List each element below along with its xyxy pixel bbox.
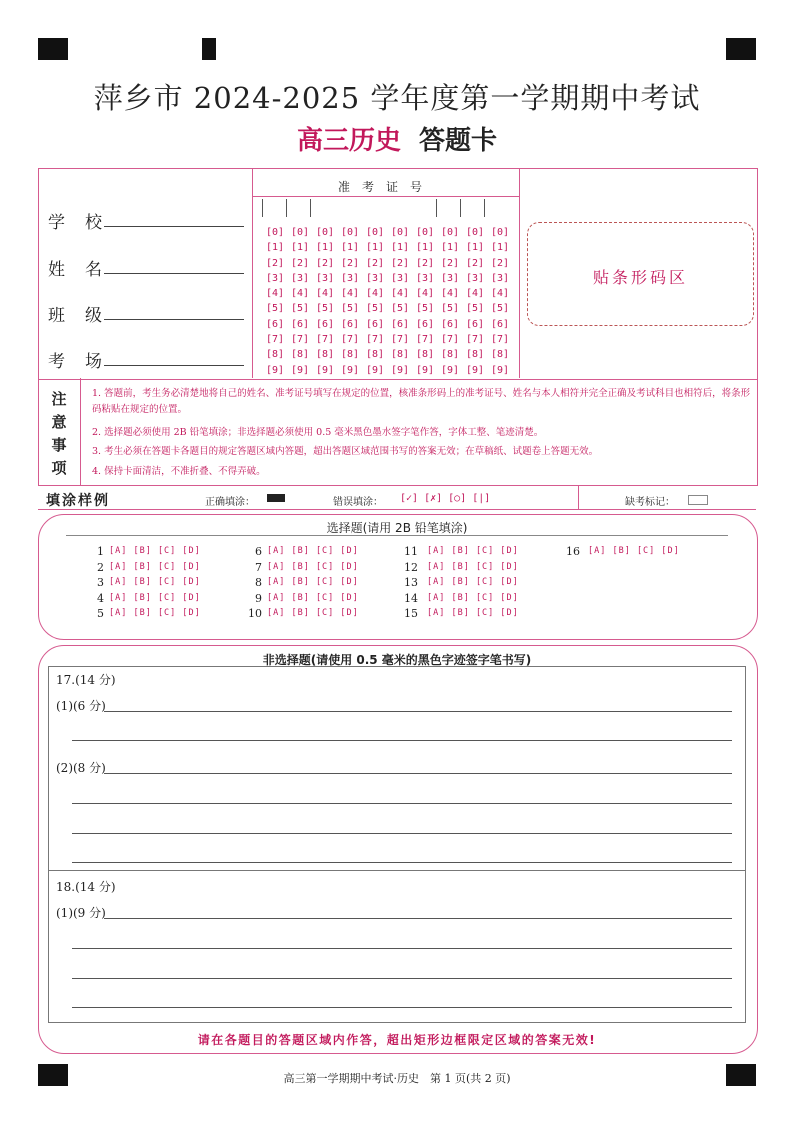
choice-question-number: 8: [255, 576, 262, 589]
answer-line[interactable]: [72, 862, 732, 863]
exam-id-digit-column: [291, 225, 309, 378]
exam-id-digit-bubble[interactable]: [8]: [316, 349, 335, 361]
info-divider-right: [519, 168, 520, 378]
exam-id-digit-bubble[interactable]: [7]: [316, 334, 335, 346]
exam-id-digit-bubble[interactable]: [3]: [341, 272, 360, 284]
q17-part1-label: (1)(6 分): [56, 699, 106, 713]
exam-id-digit-bubble[interactable]: [9]: [291, 364, 310, 376]
exam-id-digit-bubble[interactable]: [4]: [366, 288, 385, 300]
exam-id-digit-bubble[interactable]: [5]: [491, 303, 510, 315]
exam-id-digit-bubble[interactable]: [6]: [366, 318, 385, 330]
card-title: 答题卡: [419, 126, 498, 156]
sample-divider: [578, 485, 579, 509]
exam-id-digit-bubble[interactable]: [5]: [416, 303, 435, 315]
choice-option-bubbles[interactable]: [A] [B] [C] [D]: [267, 577, 359, 587]
choice-title-rule: [66, 535, 728, 536]
wrong-fill-marks: [✓] [✗] [○] [|]: [400, 493, 491, 504]
exam-id-digit-bubble[interactable]: [0]: [316, 227, 335, 238]
exam-id-tick: [286, 199, 287, 217]
exam-id-digit-column: [391, 225, 409, 378]
choice-option-bubbles[interactable]: [A] [B] [C] [D]: [267, 608, 359, 618]
exam-id-digit-bubble[interactable]: [2]: [366, 257, 385, 269]
exam-id-digit-bubble[interactable]: [7]: [366, 334, 385, 346]
notice-heading-char: 项: [51, 459, 67, 477]
exam-id-digit-bubble[interactable]: [5]: [316, 303, 335, 315]
exam-id-digit-bubble[interactable]: [7]: [391, 334, 410, 346]
exam-id-digit-bubble[interactable]: [4]: [491, 288, 510, 300]
class-label: 班级: [48, 306, 122, 326]
registration-mark-top-right: [726, 38, 756, 60]
exam-id-digit-bubble[interactable]: [4]: [316, 288, 335, 300]
choice-question-number: 13: [404, 576, 418, 589]
exam-id-digit-bubble[interactable]: [6]: [266, 318, 285, 330]
exam-id-digit-bubble[interactable]: [4]: [341, 288, 360, 300]
exam-id-digit-bubble[interactable]: [9]: [266, 364, 285, 376]
exam-id-digit-bubble[interactable]: [7]: [341, 334, 360, 346]
exam-id-digit-bubble[interactable]: [2]: [391, 257, 410, 269]
notice-item: 3. 考生必须在答题卡各题目的规定答题区域内答题，超出答题区域范围书写的答案无效；在草稿纸、试题卷上答题无效。: [92, 446, 599, 457]
answer-area-box: [48, 666, 746, 1023]
correct-fill-label: 正确填涂：: [205, 497, 255, 508]
choice-option-bubbles[interactable]: [A] [B] [C] [D]: [109, 592, 201, 603]
answer-line[interactable]: [72, 1007, 732, 1008]
exam-id-digit-bubble[interactable]: [7]: [291, 334, 310, 346]
exam-id-digit-bubble[interactable]: [2]: [441, 257, 460, 269]
room-label: 考场: [48, 352, 122, 372]
exam-id-digit-bubble[interactable]: [5]: [391, 303, 410, 315]
exam-id-digit-bubble[interactable]: [2]: [466, 257, 485, 269]
exam-id-digit-bubble[interactable]: [3]: [391, 272, 410, 284]
choice-question-number: 9: [255, 591, 262, 605]
exam-id-digit-bubble[interactable]: [7]: [491, 334, 510, 346]
registration-mark-top-center: [202, 38, 216, 60]
notice-heading-char: 注: [51, 390, 67, 408]
exam-id-digit-bubble[interactable]: [2]: [416, 257, 435, 269]
choice-question-number: 6: [255, 545, 262, 558]
sample-label: 填涂样例: [46, 493, 110, 509]
choice-option-bubbles[interactable]: [A] [B] [C] [D]: [427, 592, 519, 603]
exam-id-digit-bubble[interactable]: [3]: [316, 272, 335, 284]
choice-question-number: 4: [97, 591, 104, 605]
absent-box[interactable]: [688, 495, 708, 505]
exam-id-digit-bubble[interactable]: [1]: [366, 242, 385, 254]
exam-id-digit-bubble[interactable]: [5]: [266, 303, 285, 315]
exam-id-digit-bubble[interactable]: [1]: [341, 242, 360, 254]
exam-id-digit-bubble[interactable]: [2]: [291, 257, 310, 269]
exam-id-tick: [262, 199, 263, 217]
exam-id-digit-bubble[interactable]: [0]: [366, 227, 385, 238]
answer-line[interactable]: [72, 833, 732, 834]
exam-id-tick: [484, 199, 485, 217]
exam-id-digit-bubble[interactable]: [8]: [291, 349, 310, 361]
exam-id-digit-bubble[interactable]: [6]: [466, 318, 485, 330]
exam-id-digit-bubble[interactable]: [0]: [341, 227, 360, 238]
exam-id-digit-bubble[interactable]: [3]: [491, 272, 510, 284]
name-field[interactable]: [104, 273, 244, 274]
exam-id-digit-bubble[interactable]: [6]: [341, 318, 360, 330]
exam-id-digit-bubble[interactable]: [6]: [291, 318, 310, 330]
exam-id-digit-bubble[interactable]: [0]: [491, 227, 510, 238]
answer-line[interactable]: [72, 978, 732, 979]
answer-line[interactable]: [104, 918, 732, 919]
exam-id-digit-bubble[interactable]: [1]: [416, 242, 435, 254]
exam-id-digit-bubble[interactable]: [0]: [466, 227, 485, 238]
exam-id-digit-bubble[interactable]: [5]: [366, 303, 385, 315]
answer-line[interactable]: [104, 773, 732, 774]
answer-line[interactable]: [72, 803, 732, 804]
exam-id-digit-bubble[interactable]: [8]: [266, 349, 285, 361]
exam-id-digit-column: [466, 225, 484, 378]
answer-area-warning: 请在各题目的答题区域内作答，超出矩形边框限定区域的答案无效!: [197, 1033, 597, 1047]
choice-option-bubbles[interactable]: [A] [B] [C] [D]: [109, 561, 201, 572]
page-subtitle: [0, 120, 794, 157]
exam-id-digit-bubble[interactable]: [1]: [266, 242, 285, 254]
exam-id-digit-bubble[interactable]: [2]: [491, 257, 510, 269]
exam-id-digit-bubble[interactable]: [4]: [391, 288, 410, 300]
name-label: 姓名: [48, 260, 122, 280]
notice-heading-char: 事: [51, 436, 67, 454]
exam-id-digit-bubble[interactable]: [1]: [291, 242, 310, 254]
exam-id-digit-bubble[interactable]: [1]: [391, 242, 410, 254]
choice-question-number: 15: [404, 607, 418, 620]
choice-question-number: 11: [404, 545, 418, 558]
exam-id-digit-bubble[interactable]: [9]: [416, 364, 435, 376]
registration-mark-top-left: [38, 38, 68, 60]
exam-id-digit-bubble[interactable]: [7]: [466, 334, 485, 346]
exam-id-digit-bubble[interactable]: [5]: [466, 303, 485, 315]
choice-question-number: 3: [97, 576, 104, 589]
exam-id-tick: [310, 199, 311, 217]
exam-id-digit-bubble[interactable]: [2]: [266, 257, 285, 269]
exam-id-digit-bubble[interactable]: [0]: [441, 227, 460, 238]
exam-id-digit-bubble[interactable]: [0]: [391, 227, 410, 238]
notice-heading-char: 意: [51, 413, 67, 431]
exam-id-digit-bubble[interactable]: [8]: [466, 349, 485, 361]
choice-question-number: 7: [255, 560, 262, 574]
exam-id-digit-bubble[interactable]: [7]: [266, 334, 285, 346]
exam-id-digit-bubble[interactable]: [8]: [441, 349, 460, 361]
exam-id-digit-bubble[interactable]: [0]: [291, 227, 310, 238]
exam-id-digit-bubble[interactable]: [9]: [341, 364, 360, 376]
exam-id-digit-bubble[interactable]: [9]: [391, 364, 410, 376]
q18-part1-label: (1)(9 分): [56, 906, 106, 920]
exam-id-digit-bubble[interactable]: [6]: [441, 318, 460, 330]
exam-id-digit-bubble[interactable]: [4]: [441, 288, 460, 300]
exam-id-title: 准考证号: [337, 180, 434, 194]
choice-option-bubbles[interactable]: [A] [B] [C] [D]: [588, 546, 680, 556]
exam-id-digit-bubble[interactable]: [1]: [466, 242, 485, 254]
nonchoice-section-title: 非选择题(请使用 0.5 毫米的黑色字迹签字笔书写): [262, 653, 532, 667]
wrong-fill-label: 错误填涂：: [333, 497, 383, 508]
exam-id-digit-bubble[interactable]: [9]: [491, 364, 510, 376]
choice-option-bubbles[interactable]: [A] [B] [C] [D]: [427, 561, 519, 572]
choice-option-bubbles[interactable]: [A] [B] [C] [D]: [267, 592, 359, 603]
exam-id-digit-bubble[interactable]: [3]: [416, 272, 435, 284]
notice-item: 4. 保持卡面清洁，不准折叠、不得弄破。: [92, 466, 266, 477]
exam-id-digit-bubble[interactable]: [3]: [366, 272, 385, 284]
exam-id-tick: [460, 199, 461, 217]
correct-fill-mark: [267, 494, 285, 502]
choice-question-number: 16: [566, 545, 580, 558]
exam-id-digit-column: [266, 225, 284, 378]
exam-id-digit-column: [416, 225, 434, 378]
choice-option-bubbles[interactable]: [A] [B] [C] [D]: [427, 577, 519, 587]
exam-id-digit-column: [441, 225, 459, 378]
choice-question-number: 2: [97, 560, 104, 574]
exam-id-digit-bubble[interactable]: [9]: [366, 364, 385, 376]
exam-id-digit-column: [341, 225, 359, 378]
exam-id-digit-bubble[interactable]: [2]: [341, 257, 360, 269]
barcode-label: 贴条形码区: [592, 268, 688, 287]
exam-id-digit-bubble[interactable]: [6]: [391, 318, 410, 330]
q17-q18-divider: [48, 870, 745, 871]
exam-id-digit-column: [491, 225, 509, 378]
exam-id-title-divider: [252, 196, 519, 197]
choice-section-title: 选择题(请用 2B 铅笔填涂): [326, 521, 468, 535]
exam-id-digit-bubble[interactable]: [8]: [416, 349, 435, 361]
page-footer: 高三第一学期期中考试·历史 第 1 页(共 2 页): [283, 1072, 511, 1085]
exam-id-digit-bubble[interactable]: [8]: [391, 349, 410, 361]
page-title: 萍乡市 2024-2025 学年度第一学期期中考试: [93, 81, 701, 115]
exam-id-digit-bubble[interactable]: [8]: [366, 349, 385, 361]
school-label: 学校: [48, 213, 122, 233]
q18-heading: 18.(14 分): [56, 880, 116, 894]
exam-id-digit-bubble[interactable]: [3]: [441, 272, 460, 284]
exam-id-digit-bubble[interactable]: [9]: [466, 364, 485, 376]
choice-option-bubbles[interactable]: [A] [B] [C] [D]: [109, 577, 201, 587]
q17-part2-label: (2)(8 分): [56, 761, 106, 775]
exam-id-digit-bubble[interactable]: [6]: [416, 318, 435, 330]
choice-question-number: 1: [97, 545, 104, 558]
exam-id-digit-bubble[interactable]: [3]: [291, 272, 310, 284]
exam-id-tick: [436, 199, 437, 217]
exam-id-digit-column: [316, 225, 334, 378]
answer-line[interactable]: [104, 711, 732, 712]
exam-id-digit-bubble[interactable]: [1]: [316, 242, 335, 254]
exam-id-digit-bubble[interactable]: [4]: [291, 288, 310, 300]
exam-id-digit-bubble[interactable]: [6]: [491, 318, 510, 330]
choice-option-bubbles[interactable]: [A] [B] [C] [D]: [427, 546, 519, 556]
exam-id-digit-bubble[interactable]: [4]: [416, 288, 435, 300]
exam-id-digit-bubble[interactable]: [5]: [291, 303, 310, 315]
notice-item: 1. 答题前，考生务必清楚地将自己的姓名、准考证号填写在规定的位置，核准条形码上的准考证号、姓名与本人相符并完全正确及考试科目也相符后，将条形码粘贴在规定的位置。: [92, 388, 751, 415]
choice-option-bubbles[interactable]: [A] [B] [C] [D]: [109, 546, 201, 556]
choice-question-number: 12: [404, 560, 418, 574]
class-field[interactable]: [104, 319, 244, 320]
exam-id-digit-bubble[interactable]: [7]: [416, 334, 435, 346]
exam-id-digit-bubble[interactable]: [1]: [441, 242, 460, 254]
exam-id-digit-bubble[interactable]: [0]: [266, 227, 285, 238]
answer-line[interactable]: [72, 948, 732, 949]
subject-title: 高三历史: [296, 126, 401, 156]
notice-divider: [80, 378, 81, 485]
exam-id-digit-bubble[interactable]: [3]: [466, 272, 485, 284]
answer-line[interactable]: [72, 740, 732, 741]
exam-id-digit-bubble[interactable]: [1]: [491, 242, 510, 254]
exam-id-digit-bubble[interactable]: [4]: [466, 288, 485, 300]
exam-id-digit-bubble[interactable]: [8]: [491, 349, 510, 361]
exam-id-digit-bubble[interactable]: [2]: [316, 257, 335, 269]
exam-id-digit-bubble[interactable]: [4]: [266, 288, 285, 300]
q17-heading: 17.(14 分): [56, 673, 116, 687]
school-field[interactable]: [104, 226, 244, 227]
exam-id-digit-bubble[interactable]: [8]: [341, 349, 360, 361]
exam-id-digit-column: [366, 225, 384, 378]
exam-id-digit-bubble[interactable]: [9]: [441, 364, 460, 376]
notice-item: 2. 选择题必须使用 2B 铅笔填涂；非选择题必须使用 0.5 毫米黑色墨水签字笔作答，字体工整、笔迹清楚。: [92, 427, 544, 438]
absent-label: 缺考标记：: [625, 497, 675, 508]
room-field[interactable]: [104, 365, 244, 366]
info-divider-left: [252, 168, 253, 378]
exam-id-digit-bubble[interactable]: [3]: [266, 272, 285, 284]
choice-option-bubbles[interactable]: [A] [B] [C] [D]: [109, 608, 201, 618]
exam-id-digit-bubble[interactable]: [5]: [341, 303, 360, 315]
exam-id-digit-bubble[interactable]: [5]: [441, 303, 460, 315]
exam-id-digit-bubble[interactable]: [7]: [441, 334, 460, 346]
choice-question-number: 14: [404, 591, 418, 605]
choice-option-bubbles[interactable]: [A] [B] [C] [D]: [427, 608, 519, 618]
choice-option-bubbles[interactable]: [A] [B] [C] [D]: [267, 561, 359, 572]
exam-id-digit-bubble[interactable]: [6]: [316, 318, 335, 330]
choice-question-number: 5: [97, 607, 104, 620]
exam-id-digit-bubble[interactable]: [9]: [316, 364, 335, 376]
exam-id-digit-bubble[interactable]: [0]: [416, 227, 435, 238]
choice-option-bubbles[interactable]: [A] [B] [C] [D]: [267, 546, 359, 556]
choice-question-number: 10: [248, 607, 262, 620]
